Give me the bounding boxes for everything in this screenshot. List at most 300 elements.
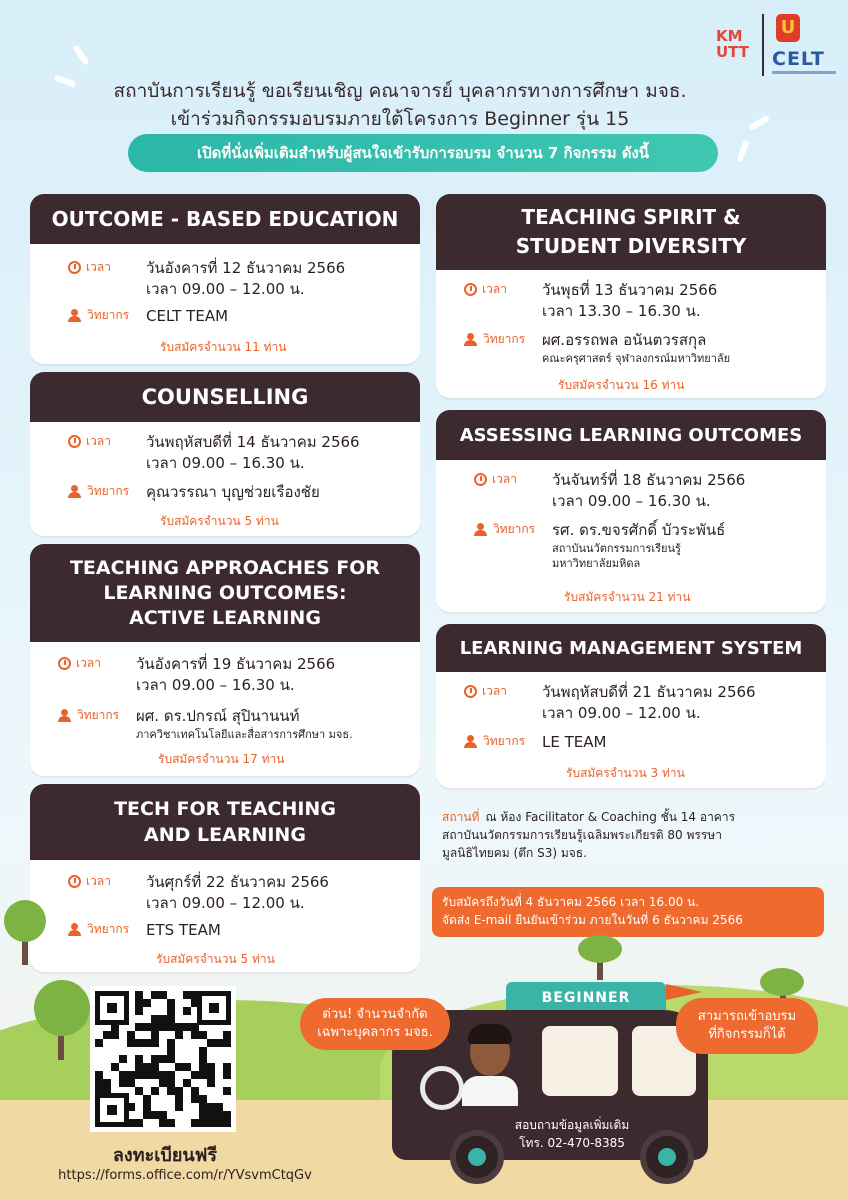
qr-module [151,999,159,1007]
qr-module [135,1119,143,1127]
clock-icon [464,685,477,698]
qr-module [199,1063,207,1071]
venue-label: สถานที่ [442,810,480,824]
qr-module [159,991,167,999]
qr-module [223,1079,231,1087]
person-icon [58,709,71,722]
qr-module [183,1039,191,1047]
venue-line-1: ณ ห้อง Facilitator & Coaching ชั้น 14 อาคาร [485,810,736,824]
qr-module [207,1095,215,1103]
speaker-row [68,920,221,941]
speaker-label-text: วิทยากร [493,522,536,536]
qr-module [143,1063,151,1071]
celt-logo-underline [772,71,836,74]
qr-module [223,1047,231,1055]
qr-module [151,1103,159,1111]
qr-module [183,1047,191,1055]
person-icon [464,333,477,346]
qr-module [119,1055,127,1063]
speaker-label [68,482,146,501]
qr-module [215,1095,223,1103]
qr-module [119,1039,127,1047]
qr-module [143,1103,151,1111]
qr-module [167,1071,175,1079]
qr-module [151,1047,159,1055]
spark-decoration [736,140,749,163]
qr-module [127,1047,135,1055]
qr-module [223,1031,231,1039]
qr-module [167,1039,175,1047]
speaker-label [464,732,542,751]
activity-title [30,194,420,244]
qr-module [159,1087,167,1095]
qr-module [119,1063,127,1071]
qr-module [135,1111,143,1119]
qr-module [183,1111,191,1119]
qr-module [183,1063,191,1071]
activity-title-line: ACTIVE LEARNING [129,606,321,629]
activity-date: วันจันทร์ที่ 18 ธันวาคม 2566 [552,471,746,489]
clock-icon [58,657,71,670]
qr-module [111,1039,119,1047]
qr-module [159,1119,167,1127]
qr-module [159,1039,167,1047]
qr-module [159,1055,167,1063]
activity-title-line: TEACHING APPROACHES FOR [69,556,381,579]
qr-module [143,1087,151,1095]
qr-module [127,1079,135,1087]
qr-module [215,1055,223,1063]
contact-info [492,1116,652,1152]
activity-time: เวลา 09.00 – 12.00 น. [146,894,305,912]
qr-module [223,1095,231,1103]
qr-module [175,1039,183,1047]
spark-decoration [748,115,770,131]
qr-module [143,1023,151,1031]
qr-module [159,1071,167,1079]
qr-module [127,1055,135,1063]
qr-module [215,1087,223,1095]
qr-module [215,1063,223,1071]
person-icon [68,485,81,498]
register-label: ลงทะเบียนฟรี [112,1145,218,1166]
qr-module [143,1079,151,1087]
qr-module [183,1103,191,1111]
qr-module [191,1039,199,1047]
time-label [68,872,146,891]
qr-module [167,1119,175,1127]
qr-module [167,1055,175,1063]
qr-module [143,1047,151,1055]
activity-speaker-org: ภาควิชาเทคโนโลยีและสื่อสารการศึกษา มจธ. [136,728,353,741]
time-label-text: เวลา [76,656,101,670]
qr-module [151,1039,159,1047]
deadline-box [432,887,824,937]
qr-module [143,1071,151,1079]
qr-module [103,1063,111,1071]
qr-module [207,1111,215,1119]
qr-module [143,999,151,1007]
clock-icon [68,435,81,448]
qr-module [223,1103,231,1111]
qr-finder [95,1093,129,1127]
time-row [58,654,335,696]
contact-line-1: สอบถามข้อมูลเพิ่มเติม [514,1118,630,1132]
qr-module [223,1071,231,1079]
qr-module [175,1015,183,1023]
qr-module [159,1015,167,1023]
activity-time: เวลา 09.00 – 16.30 น. [552,492,711,510]
person-icon [68,309,81,322]
activity-title-line: COUNSELLING [141,385,309,409]
qr-module [151,1087,159,1095]
qr-module [199,1039,207,1047]
qr-module [95,1063,103,1071]
qr-module [207,1047,215,1055]
speaker-label-text: วิทยากร [77,708,120,722]
qr-module [167,1103,175,1111]
speaker-row [464,732,606,753]
speaker-row [58,706,353,742]
deadline-line-1: รับสมัครถึงวันที่ 4 ธันวาคม 2566 เวลา 16.00 น. [442,895,700,909]
activity-date: วันศุกร์ที่ 22 ธันวาคม 2566 [146,873,329,891]
qr-module [151,1071,159,1079]
qr-module [199,1119,207,1127]
activity-card-tech [30,784,420,972]
qr-module [151,1023,159,1031]
time-label [474,470,552,489]
time-row [464,280,717,322]
qr-module [167,1023,175,1031]
qr-module [143,1119,151,1127]
time-label [68,258,146,277]
qr-module [191,1087,199,1095]
person-icon [68,923,81,936]
qr-module [183,1015,191,1023]
qr-module [151,1015,159,1023]
speaker-label [68,306,146,325]
qr-module [207,1063,215,1071]
bus-sign: BEGINNER [506,982,666,1014]
qr-module [143,991,151,999]
qr-module [167,1007,175,1015]
bubble-line: ด่วน! จำนวนจำกัด [322,1007,428,1022]
qr-module [199,1087,207,1095]
speaker-row [474,520,725,571]
qr-module [95,1039,103,1047]
activity-date: วันอังคารที่ 19 ธันวาคม 2566 [136,655,336,673]
time-row [464,682,756,724]
bubble-line: ที่กิจกรรมก็ได้ [708,1027,786,1042]
qr-module [175,1103,183,1111]
qr-module [135,1047,143,1055]
qr-module [167,1047,175,1055]
activity-title [436,194,826,270]
qr-module [207,1031,215,1039]
qr-module [183,1119,191,1127]
qr-module [135,1079,143,1087]
activity-title-line: TEACHING SPIRIT & [521,205,741,229]
tree-decoration [34,980,90,1036]
qr-module [167,991,175,999]
activity-quota: รับสมัครจำนวน 3 ท่าน [566,766,685,780]
qr-module [167,999,175,1007]
speaker-label-text: วิทยากร [87,308,130,322]
qr-module [175,999,183,1007]
activity-date: วันพฤหัสบดีที่ 21 ธันวาคม 2566 [542,683,756,701]
clock-icon [464,283,477,296]
qr-module [119,1047,127,1055]
qr-module [151,1007,159,1015]
qr-module [207,1087,215,1095]
qr-module [191,1063,199,1071]
time-label-text: เวลา [86,874,111,888]
qr-module [127,1063,135,1071]
activity-speaker: CELT TEAM [146,307,229,325]
qr-module [103,1039,111,1047]
qr-module [175,1007,183,1015]
qr-module [199,1071,207,1079]
time-row [68,258,345,300]
qr-module [151,991,159,999]
venue-line-2: สถาบันนวัตกรรมการเรียนรู้เฉลิมพระเกียรติ 80 พรรษา [442,828,722,842]
limited-seats-bubble [300,998,450,1050]
logo-divider [762,14,764,76]
clock-icon [474,473,487,486]
qr-module [111,1071,119,1079]
qr-module [135,999,143,1007]
qr-module [183,1087,191,1095]
qr-module [207,1071,215,1079]
activity-quota: รับสมัครจำนวน 17 ท่าน [158,752,285,766]
activity-speaker: LE TEAM [542,733,607,751]
registration-url[interactable]: https://forms.office.com/r/YVsvmCtqGv [58,1168,312,1183]
qr-module [167,1031,175,1039]
qr-module [167,1111,175,1119]
activity-title-line: LEARNING MANAGEMENT SYSTEM [459,637,803,659]
qr-module [159,1007,167,1015]
venue-line-3: มูลนิธิไทยคม (ตึก S3) มจธ. [442,846,587,860]
activity-time: เวลา 09.00 – 16.30 น. [136,676,295,694]
qr-module [223,1087,231,1095]
activity-title-line: AND LEARNING [144,824,306,846]
qr-module [191,1103,199,1111]
qr-module [215,1119,223,1127]
qr-module [159,1095,167,1103]
qr-module [135,1063,143,1071]
qr-module [143,1055,151,1063]
qr-module [95,1079,103,1087]
qr-module [175,1063,183,1071]
activity-date: วันพุธที่ 13 ธันวาคม 2566 [542,281,718,299]
qr-module [135,1039,143,1047]
qr-module [175,1023,183,1031]
speaker-label [58,706,136,725]
activity-title-line: LEARNING OUTCOMES: [103,581,347,604]
activity-card-assessing [436,410,826,612]
qr-module [151,1119,159,1127]
qr-module [223,1063,231,1071]
clock-icon [68,875,81,888]
qr-module [199,1111,207,1119]
activity-quota: รับสมัครจำนวน 5 ท่าน [156,952,275,966]
qr-module [175,1111,183,1119]
qr-module [175,1031,183,1039]
activity-date: วันอังคารที่ 12 ธันวาคม 2566 [146,259,346,277]
qr-module [159,1079,167,1087]
qr-module [151,1111,159,1119]
activity-title [30,784,420,860]
activity-speaker: ผศ.อรรถพล อนันตวรสกุล [542,331,707,349]
deadline-line-2: จัดส่ง E-mail ยืนยันเข้าร่วม ภายในวันที่ 6 ธันวาคม 2566 [442,913,743,927]
qr-module [207,1039,215,1047]
registration-qr-code[interactable] [90,986,236,1132]
header-line-2: เข้าร่วมกิจกรรมอบรมภายใต้โครงการ Beginner รุ่น 15 [170,108,630,130]
time-label [464,280,542,299]
qr-module [199,1095,207,1103]
qr-module [215,1039,223,1047]
activity-title [436,624,826,672]
qr-module [175,1095,183,1103]
qr-module [215,1111,223,1119]
time-label [464,682,542,701]
venue-info [442,808,822,862]
seats-banner: เปิดที่นั่งเพิ่มเติมสำหรับผู้สนใจเข้ารับการอบรม จำนวน 7 กิจกรรม ดังนี้ [128,134,718,172]
qr-module [111,1079,119,1087]
activity-quota: รับสมัครจำนวน 16 ท่าน [558,378,685,392]
qr-module [175,1055,183,1063]
speaker-label-text: วิทยากร [483,332,526,346]
qr-module [135,1071,143,1079]
qr-module [167,1095,175,1103]
qr-module [183,1023,191,1031]
qr-module [183,1071,191,1079]
qr-module [111,1063,119,1071]
qr-module [207,1055,215,1063]
qr-module [151,1095,159,1103]
bubble-line: สามารถเข้าอบรม [697,1009,797,1024]
qr-module [223,1039,231,1047]
header-line-1: สถาบันการเรียนรู้ ขอเรียนเชิญ คณาจารย์ บุคลากรทางการศึกษา มจธ. [113,80,687,102]
qr-module [175,1087,183,1095]
qr-module [143,1111,151,1119]
qr-module [143,1015,151,1023]
kmutt-logo [716,28,758,60]
qr-module [135,1087,143,1095]
kmutt-logo-text: KM UTT [716,27,749,61]
qr-module [199,1079,207,1087]
qr-module [143,1031,151,1039]
qr-module [199,1031,207,1039]
activity-card-counselling [30,372,420,536]
qr-module [103,1055,111,1063]
qr-module [151,1031,159,1039]
clock-icon [68,261,81,274]
qr-module [95,1047,103,1055]
activity-speaker-org: คณะครุศาสตร์ จุฬาลงกรณ์มหาวิทยาลัย [542,352,731,365]
qr-module [159,1047,167,1055]
qr-module [103,1031,111,1039]
qr-module [143,1039,151,1047]
qr-module [183,1031,191,1039]
join-anytime-bubble [676,998,818,1054]
person-icon [464,735,477,748]
time-label-text: เวลา [492,472,517,486]
qr-module [167,1079,175,1087]
qr-finder [95,991,129,1025]
qr-module [191,1079,199,1087]
qr-module [175,1047,183,1055]
speaker-label-text: วิทยากร [87,922,130,936]
time-label [68,432,146,451]
qr-module [103,1079,111,1087]
qr-module [159,1023,167,1031]
bus-window [542,1026,618,1096]
time-row [68,872,329,914]
speaker-label-text: วิทยากร [87,484,130,498]
activity-title [436,410,826,460]
celt-logo: CELT [772,48,825,70]
qr-module [135,1015,143,1023]
qr-module [135,1031,143,1039]
qr-module [167,1087,175,1095]
qr-module [223,1119,231,1127]
qr-module [135,1095,143,1103]
speaker-label [474,520,552,539]
qr-module [175,1071,183,1079]
activity-date: วันพฤหัสบดีที่ 14 ธันวาคม 2566 [146,433,360,451]
qr-finder [197,991,231,1025]
driver-illustration [462,1076,518,1106]
activity-time: เวลา 09.00 – 16.30 น. [146,454,305,472]
qr-module [143,1007,151,1015]
steering-wheel-icon [420,1066,464,1110]
qr-module [191,1031,199,1039]
spark-decoration [72,44,90,65]
qr-module [223,1055,231,1063]
bubble-line: เฉพาะบุคลากร มจธ. [317,1025,433,1040]
qr-module [215,1079,223,1087]
qr-module [159,1111,167,1119]
qr-module [215,1031,223,1039]
qr-module [111,1055,119,1063]
activity-title [30,544,420,642]
activity-card-teaching-spirit [436,194,826,398]
qr-module [95,1031,103,1039]
time-label-text: เวลา [482,282,507,296]
qr-module [215,1103,223,1111]
activity-time: เวลา 13.30 – 16.30 น. [542,302,701,320]
activity-title-line: STUDENT DIVERSITY [515,234,747,258]
activity-speaker: คุณวรรณา บุญช่วยเรืองชัย [146,483,320,501]
qr-module [207,1079,215,1087]
person-icon [474,523,487,536]
qr-module [135,1007,143,1015]
qr-module [159,1031,167,1039]
activity-card-obe [30,194,420,364]
driver-hair [468,1024,512,1044]
qr-module [151,1063,159,1071]
activity-title [30,372,420,422]
activity-card-active-learning [30,544,420,776]
qr-module [103,1071,111,1079]
tree-decoration [578,935,622,963]
time-row [68,432,360,474]
qr-module [119,1071,127,1079]
activity-speaker: รศ. ดร.ขจรศักดิ์ บัวระพันธ์ [552,521,726,539]
speaker-label-text: วิทยากร [483,734,526,748]
qr-module [183,1095,191,1103]
